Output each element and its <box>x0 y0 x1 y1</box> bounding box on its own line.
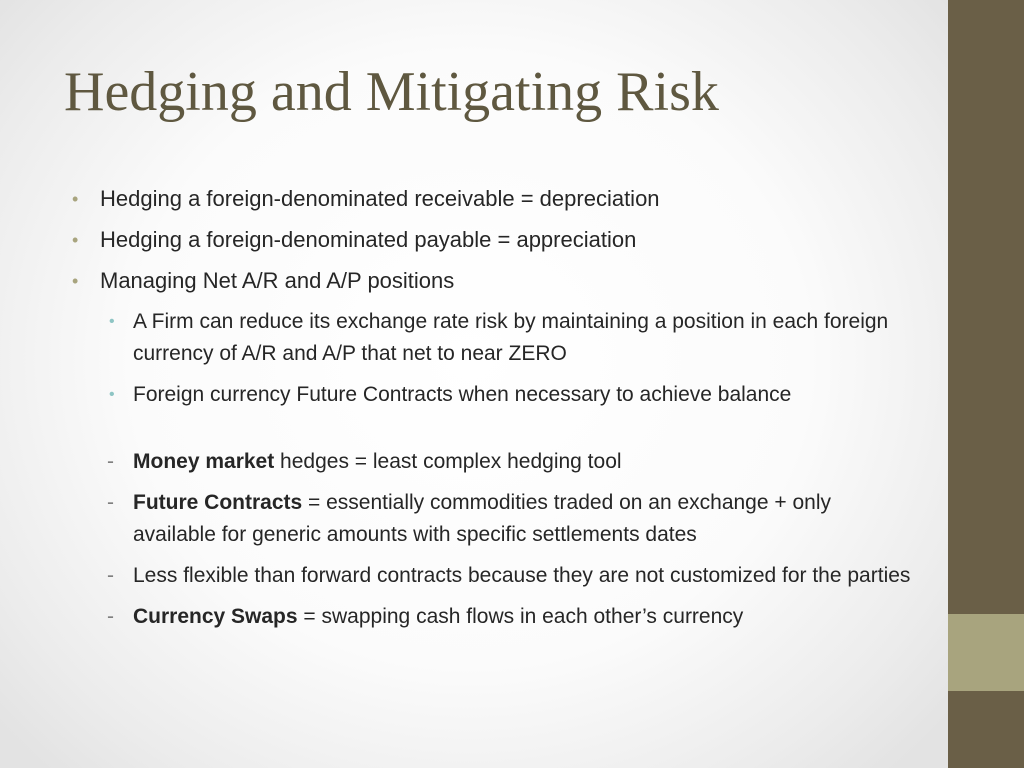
dash-item <box>72 601 912 633</box>
bullet-item <box>72 265 912 297</box>
dash-item-text: = essentially commodities traded on an exchange + only available for generic amounts with specific settlements dates <box>133 491 832 546</box>
dash-item-text: = swapping cash flows in each other’s currency <box>297 605 744 628</box>
dash-marker-icon: - <box>107 605 114 628</box>
dash-item-text: hedges = least complex hedging tool <box>274 450 622 473</box>
sub-bullet-item <box>72 379 912 411</box>
sub-bullet-icon: • <box>109 386 115 403</box>
bullet-item <box>72 183 912 215</box>
bullet-icon: • <box>72 271 79 291</box>
bullet-icon: • <box>72 189 79 209</box>
bullet-text: Managing Net A/R and A/P positions <box>100 268 455 293</box>
sub-bullet-text: A Firm can reduce its exchange rate risk by maintaining a position in each foreign currency of A/R and A/P that net to near ZERO <box>133 310 889 365</box>
dash-item <box>72 487 912 551</box>
bullet-item <box>72 224 912 256</box>
sub-bullet-icon: • <box>109 313 115 330</box>
bullet-icon: • <box>72 230 79 250</box>
dash-item-bold-term: Money market <box>133 450 275 473</box>
sub-bullet-text: Foreign currency Future Contracts when necessary to achieve balance <box>133 383 792 406</box>
dash-item-bold-term: Currency Swaps <box>133 605 298 628</box>
sub-bullet-item <box>72 306 912 370</box>
bullet-text: Hedging a foreign-denominated receivable = depreciation <box>100 186 660 211</box>
decorative-side-accent-block <box>948 614 1024 691</box>
dash-marker-icon: - <box>107 564 114 587</box>
dash-marker-icon: - <box>107 491 114 514</box>
dash-item <box>72 560 912 592</box>
dash-item <box>72 446 912 478</box>
bullet-text: Hedging a foreign-denominated payable = appreciation <box>100 227 637 252</box>
dash-item-text: Less flexible than forward contracts because they are not customized for the parties <box>133 564 911 587</box>
slide-body <box>72 183 912 642</box>
dash-item-bold-term: Future Contracts <box>133 491 303 514</box>
dash-marker-icon: - <box>107 450 114 473</box>
slide-title: Hedging and Mitigating Risk <box>64 61 719 123</box>
